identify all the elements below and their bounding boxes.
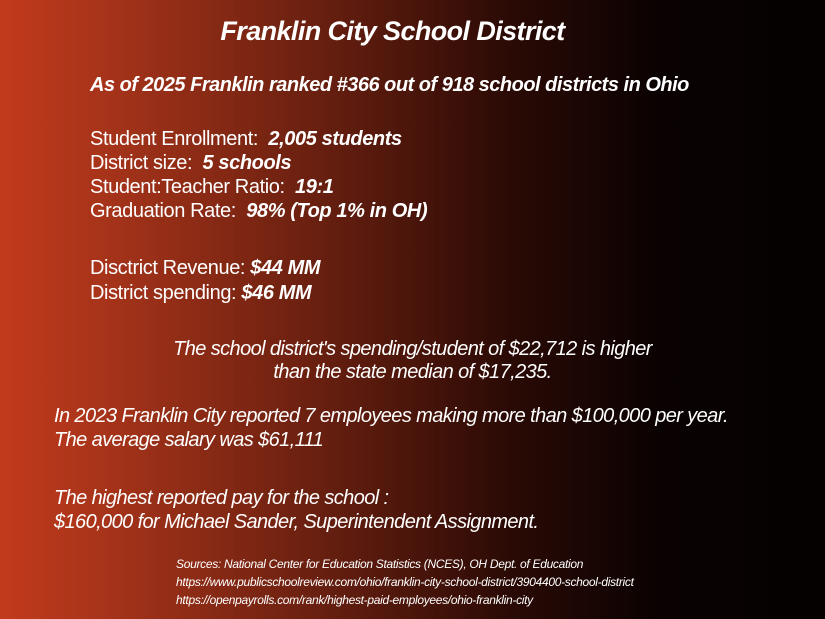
finance-revenue [90,256,320,280]
stat-label: Student Enrollment: [90,128,259,150]
stat-label: Student:Teacher Ratio: [90,176,285,198]
highest-pay-line2: $160,000 for Michael Sander, Superintendent Assignment. [54,511,539,533]
finance-label: District spending: [90,282,237,304]
finance-value: $44 MM [250,257,321,279]
finance-label: Disctrict Revenue: [90,257,246,279]
stat-value: 5 schools [202,152,292,174]
finance-spending [90,281,311,305]
highest-pay-line1: The highest reported pay for the school : [54,487,389,509]
sources-url2: https://openpayrolls.com/rank/highest-paid-employees/ohio-franklin-city [176,593,533,607]
stat-label: District size: [90,152,193,174]
stat-ratio [90,175,333,199]
stat-label: Graduation Rate: [90,200,236,222]
stat-value: 98% (Top 1% in OH) [246,200,428,222]
stat-value: 2,005 students [268,128,402,150]
stat-graduation-rate [90,199,427,223]
stat-enrollment [90,127,402,151]
employees-line2: The average salary was $61,111 [54,429,324,451]
stat-district-size [90,151,291,175]
district-ranking: As of 2025 Franklin ranked #366 out of 918 school districts in Ohio [90,74,689,96]
sources-url1: https://www.publicschoolreview.com/ohio/franklin-city-school-district/3904400-school-district [176,575,634,589]
spending-comparison-line1: The school district's spending/student of $22,712 is higher [173,338,652,360]
page-title: Franklin City School District [220,16,565,46]
sources-line1: Sources: National Center for Education Statistics (NCES), OH Dept. of Education [176,557,584,571]
finance-value: $46 MM [241,282,312,304]
employees-line1: In 2023 Franklin City reported 7 employees making more than $100,000 per year. [54,405,728,427]
stat-value: 19:1 [295,176,334,198]
spending-comparison-line2: than the state median of $17,235. [273,361,552,383]
